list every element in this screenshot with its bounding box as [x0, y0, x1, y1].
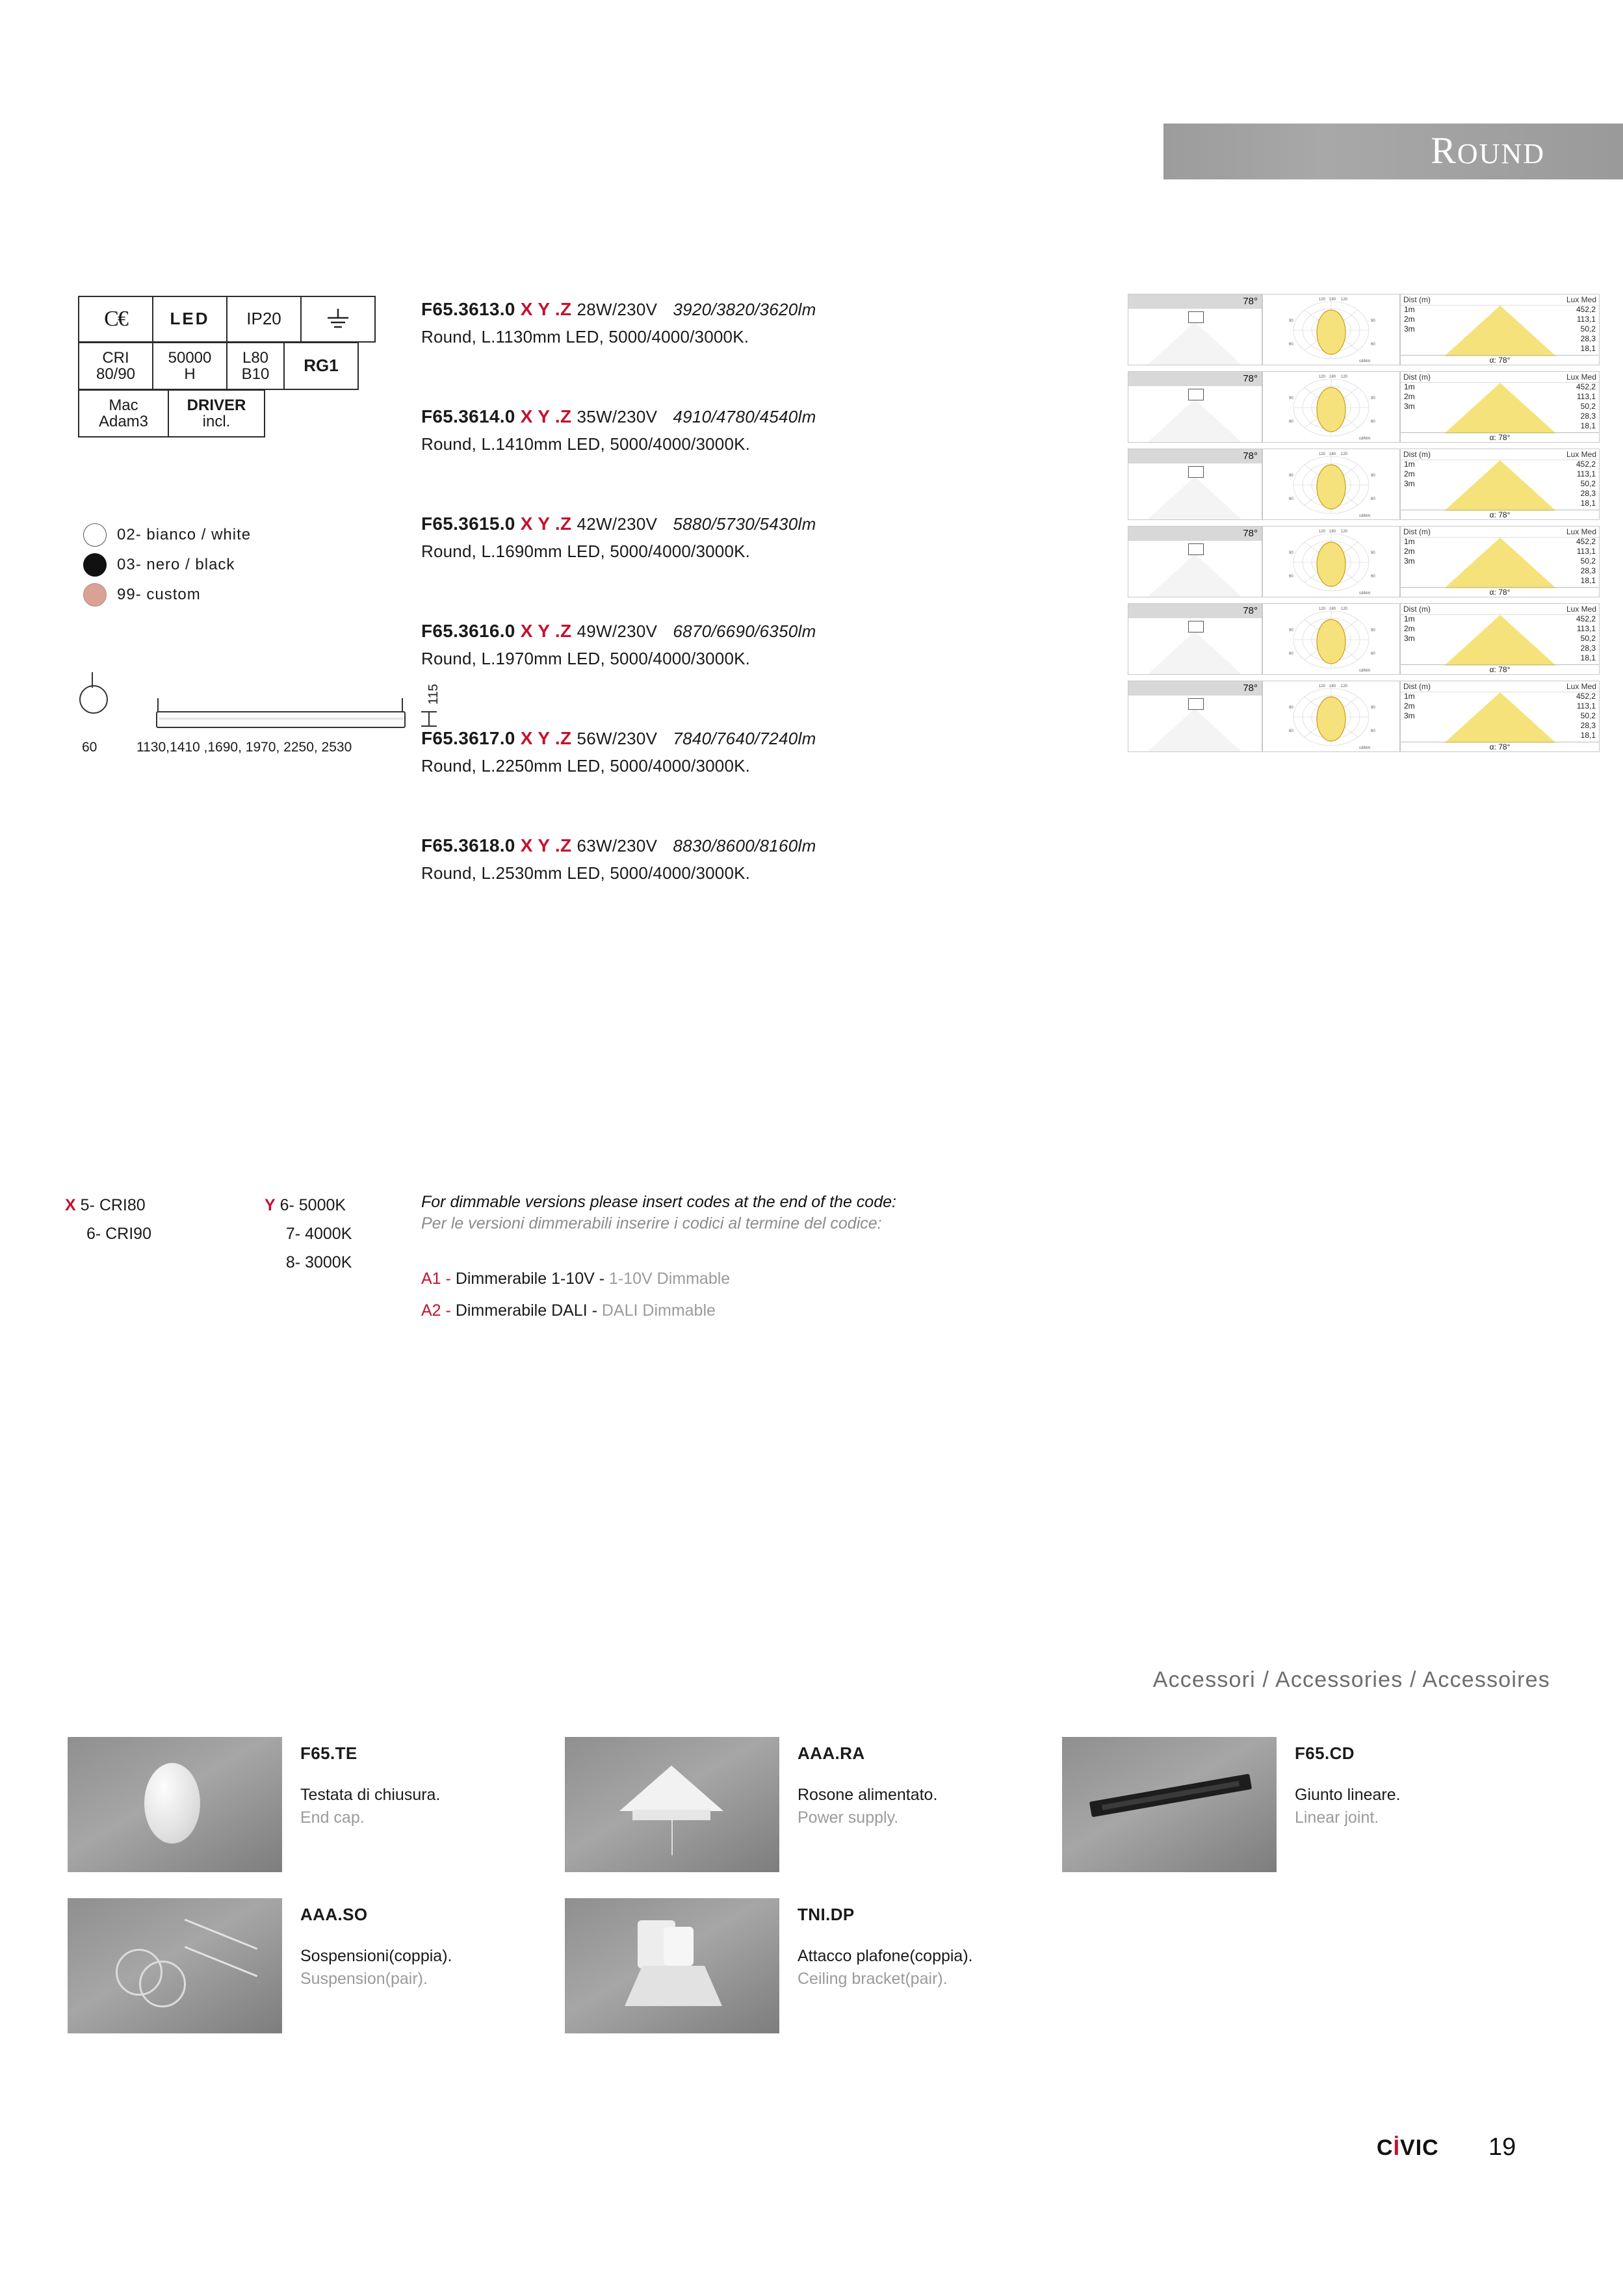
svg-text:180: 180	[1329, 298, 1336, 302]
illuminance-table	[1400, 449, 1600, 520]
svg-text:120: 120	[1341, 685, 1348, 688]
beam-angle-footer: α: 78°	[1401, 510, 1599, 519]
product-lumen: 4910/4780/4540lm	[673, 407, 816, 426]
dimmable-note-en: For dimmable versions please insert codes at the end of the code:	[421, 1193, 896, 1211]
lux-header: Lux Med	[1566, 527, 1596, 536]
svg-text:180: 180	[1329, 452, 1336, 456]
product-item	[421, 296, 1097, 347]
product-variant-keys: X Y .Z	[520, 514, 572, 534]
polar-diagram	[1262, 294, 1400, 365]
illuminance-row: 4m 28,3	[1404, 566, 1596, 575]
dist-header: Dist (m)	[1403, 450, 1431, 459]
accessory-code: TNI.DP	[798, 1905, 855, 1924]
legend-x-key: X	[65, 1196, 76, 1214]
symbol-row-2	[78, 342, 374, 390]
luminaire-icon	[1188, 621, 1204, 633]
color-option-white: 02- bianco / white	[83, 520, 251, 550]
illuminance-row: 5m 18,1	[1404, 421, 1596, 430]
dim-tick-left	[157, 698, 159, 711]
svg-text:60: 60	[1371, 652, 1375, 656]
accessory-label-en: Ceiling bracket(pair).	[798, 1970, 948, 1988]
svg-text:90: 90	[1289, 319, 1293, 323]
illuminance-row: 4m 28,3	[1404, 489, 1596, 498]
illuminance-row: 3m 50,2	[1404, 479, 1596, 488]
dim-length-label: 1130,1410 ,1690, 1970, 2250, 2530	[136, 740, 352, 755]
svg-text:60: 60	[1371, 729, 1375, 733]
beam-angle-footer: α: 78°	[1401, 432, 1599, 442]
svg-text:90: 90	[1289, 474, 1293, 478]
illuminance-table	[1400, 371, 1600, 443]
illuminance-table	[1400, 526, 1600, 597]
product-code-line	[421, 510, 1097, 538]
illuminance-row: 1m 452,2	[1404, 382, 1596, 391]
beam-angle-label: 78°	[1243, 683, 1258, 694]
dimmable-label-it: Dimmerabile DALI -	[455, 1301, 597, 1320]
svg-text:60: 60	[1371, 575, 1375, 579]
svg-text:60: 60	[1371, 420, 1375, 424]
driver-included-icon: DRIVER incl.	[168, 389, 265, 437]
svg-text:cd/klm: cd/klm	[1359, 669, 1371, 673]
accessory-label-it: Testata di chiusura.	[300, 1786, 441, 1804]
svg-text:90: 90	[1371, 474, 1375, 478]
illuminance-row: 2m 113,1	[1404, 392, 1596, 401]
product-description: Round, L.1690mm LED, 5000/4000/3000K.	[421, 541, 751, 561]
legend-x-option: 6- CRI90	[86, 1225, 151, 1243]
dimmable-note	[421, 1193, 1136, 1333]
product-code-line	[421, 403, 1097, 430]
led-icon: LED	[152, 296, 227, 343]
ip20-icon: IP20	[226, 296, 302, 343]
illuminance-row: 5m 18,1	[1404, 344, 1596, 353]
product-lumen: 7840/7640/7240lm	[673, 729, 816, 748]
accessory-item-empty	[1062, 1898, 1559, 2033]
accessory-image-rosone	[565, 1737, 779, 1872]
dist-header: Dist (m)	[1403, 605, 1431, 614]
accessory-item	[68, 1898, 565, 2033]
svg-text:90: 90	[1371, 319, 1375, 323]
lux-header: Lux Med	[1566, 450, 1596, 459]
illuminance-row: 1m 452,2	[1404, 305, 1596, 314]
product-variant-keys: X Y .Z	[520, 299, 572, 319]
svg-text:90: 90	[1289, 551, 1293, 555]
beam-cone-shape	[1148, 322, 1241, 365]
luminaire-diagram	[1128, 681, 1262, 752]
dimmable-label-it: Dimmerabile 1-10V -	[455, 1270, 605, 1288]
illuminance-row: 2m 113,1	[1404, 624, 1596, 633]
product-code: F65.3616.0	[421, 621, 515, 641]
svg-text:cd/klm: cd/klm	[1359, 359, 1371, 363]
product-item	[421, 618, 1097, 669]
dimmable-label-en: DALI Dimmable	[601, 1301, 716, 1320]
svg-text:90: 90	[1371, 397, 1375, 400]
page-number: 19	[1488, 2133, 1516, 2161]
svg-text:90: 90	[1371, 551, 1375, 555]
product-lumen: 8830/8600/8160lm	[673, 836, 816, 855]
accessory-image-joint	[1062, 1737, 1277, 1872]
svg-text:90: 90	[1371, 706, 1375, 710]
product-code-line	[421, 832, 1097, 859]
illuminance-row: 5m 18,1	[1404, 576, 1596, 585]
legend-y	[265, 1196, 395, 1282]
beam-cone-shape	[1148, 554, 1241, 597]
svg-text:120: 120	[1319, 298, 1326, 302]
svg-text:cd/klm: cd/klm	[1359, 514, 1371, 518]
accessory-label-en: Suspension(pair).	[300, 1970, 428, 1988]
illuminance-table	[1400, 294, 1600, 365]
dimmable-note-it: Per le versioni dimmerabili inserire i codici al termine del codice:	[421, 1214, 882, 1233]
swatch-black-icon	[83, 553, 107, 577]
accessory-label-en: Linear joint.	[1295, 1808, 1379, 1827]
illuminance-row: 1m 452,2	[1404, 460, 1596, 469]
photometric-grid	[1128, 294, 1609, 758]
swatch-custom-icon	[83, 583, 107, 607]
accessory-label-it: Rosone alimentato.	[798, 1786, 938, 1804]
product-power: 63W/230V	[577, 836, 658, 855]
illuminance-row: 1m 452,2	[1404, 692, 1596, 701]
accessory-image-bracket	[565, 1898, 779, 2033]
svg-text:120: 120	[1341, 375, 1348, 379]
luminaire-icon	[1188, 311, 1204, 323]
svg-text:60: 60	[1289, 575, 1293, 579]
svg-text:60: 60	[1289, 729, 1293, 733]
svg-text:cd/klm: cd/klm	[1359, 592, 1371, 595]
beam-angle-label: 78°	[1243, 450, 1258, 462]
illuminance-row: 3m 50,2	[1404, 324, 1596, 333]
luminaire-diagram	[1128, 449, 1262, 520]
product-power: 56W/230V	[577, 729, 658, 748]
illuminance-row: 2m 113,1	[1404, 469, 1596, 478]
luminaire-icon	[1188, 466, 1204, 478]
dimmable-code: A2 -	[421, 1301, 451, 1320]
svg-text:90: 90	[1371, 629, 1375, 633]
svg-text:180: 180	[1329, 530, 1336, 534]
product-description: Round, L.1410mm LED, 5000/4000/3000K.	[421, 434, 751, 454]
page-title-initial: R	[1431, 129, 1457, 172]
illuminance-row: 5m 18,1	[1404, 731, 1596, 740]
legend-x	[65, 1196, 260, 1253]
polar-curve-svg	[1263, 527, 1399, 597]
accessory-code: F65.CD	[1295, 1743, 1355, 1763]
svg-text:120: 120	[1319, 607, 1326, 611]
legend-y-option: 8- 3000K	[285, 1253, 352, 1272]
legend-y-key: Y	[264, 1196, 276, 1214]
illuminance-row: 2m 113,1	[1404, 315, 1596, 324]
photometric-row	[1128, 603, 1609, 675]
swatch-white-icon	[83, 523, 107, 547]
polar-diagram	[1262, 371, 1400, 443]
product-power: 42W/230V	[577, 514, 658, 534]
code-legend	[65, 1196, 395, 1282]
accessories-row	[68, 1737, 1563, 1872]
color-option-black: 03- nero / black	[83, 550, 251, 580]
product-variant-keys: X Y .Z	[520, 728, 572, 748]
lux-header: Lux Med	[1566, 682, 1596, 691]
symbol-row-3	[78, 389, 374, 437]
mac-adam-icon: Mac Adam3	[78, 389, 169, 437]
dist-header: Dist (m)	[1403, 295, 1431, 304]
product-lumen: 6870/6690/6350lm	[673, 621, 816, 641]
dim-height-label: 115	[426, 684, 441, 705]
product-code: F65.3615.0	[421, 514, 515, 534]
illuminance-row: 3m 50,2	[1404, 556, 1596, 566]
accessory-item	[1062, 1737, 1559, 1872]
accessory-item	[565, 1898, 1062, 2033]
polar-curve-svg	[1263, 372, 1399, 443]
accessories-grid	[68, 1737, 1563, 2059]
beam-angle-label: 78°	[1243, 296, 1258, 307]
dist-header: Dist (m)	[1403, 527, 1431, 536]
beam-cone-shape	[1148, 399, 1241, 442]
beam-cone-shape	[1148, 709, 1241, 751]
legend-y-option: 7- 4000K	[285, 1225, 352, 1243]
color-option-custom: 99- custom	[83, 580, 251, 610]
lux-header: Lux Med	[1566, 372, 1596, 382]
product-description: Round, L.1130mm LED, 5000/4000/3000K.	[421, 327, 749, 346]
product-item	[421, 832, 1097, 883]
polar-diagram	[1262, 603, 1400, 675]
svg-text:60: 60	[1371, 497, 1375, 501]
ce-mark-icon: C€	[78, 296, 153, 343]
dimmable-label-en: 1-10V Dimmable	[609, 1270, 731, 1288]
polar-curve-svg	[1263, 604, 1399, 675]
beam-angle-footer: α: 78°	[1401, 742, 1599, 751]
accessories-title: Accessori / Accessories / Accessoires	[1152, 1667, 1550, 1692]
svg-text:90: 90	[1289, 397, 1293, 400]
dimmable-option	[421, 1270, 1136, 1288]
beam-angle-footer: α: 78°	[1401, 587, 1599, 597]
svg-text:90: 90	[1289, 629, 1293, 633]
luminaire-icon	[1188, 698, 1204, 710]
illuminance-row: 4m 28,3	[1404, 644, 1596, 653]
profile-side-view	[156, 711, 406, 728]
polar-curve-svg	[1263, 449, 1399, 520]
product-item	[421, 403, 1097, 454]
beam-angle-footer: α: 78°	[1401, 355, 1599, 365]
product-variant-keys: X Y .Z	[520, 835, 572, 855]
luminaire-diagram	[1128, 526, 1262, 597]
illuminance-row: 4m 28,3	[1404, 334, 1596, 343]
product-code: F65.3613.0	[421, 299, 515, 319]
product-list	[421, 296, 1097, 939]
accessory-label-it: Giunto lineare.	[1295, 1786, 1401, 1804]
accessory-label-it: Attacco plafone(coppia).	[798, 1947, 973, 1965]
product-description: Round, L.2250mm LED, 5000/4000/3000K.	[421, 756, 751, 776]
svg-text:120: 120	[1319, 375, 1326, 379]
dimmable-options	[421, 1270, 1136, 1320]
profile-led-strip	[159, 718, 403, 720]
luminaire-diagram	[1128, 371, 1262, 443]
earth-class-icon	[300, 296, 376, 343]
page-title	[1431, 129, 1545, 172]
lux-header: Lux Med	[1566, 605, 1596, 614]
cri-icon: CRI 80/90	[78, 342, 153, 390]
product-code-line	[421, 296, 1097, 323]
illuminance-row: 3m 50,2	[1404, 402, 1596, 411]
illuminance-row: 3m 50,2	[1404, 711, 1596, 720]
symbol-block	[78, 296, 374, 437]
polar-curve-svg	[1263, 681, 1399, 752]
product-code: F65.3614.0	[421, 406, 515, 426]
dist-header: Dist (m)	[1403, 682, 1431, 691]
svg-text:60: 60	[1289, 652, 1293, 656]
svg-text:60: 60	[1289, 420, 1293, 424]
illuminance-row: 5m 18,1	[1404, 653, 1596, 662]
accessory-image-suspension	[68, 1898, 282, 2033]
illuminance-row: 4m 28,3	[1404, 411, 1596, 421]
beam-angle-label: 78°	[1243, 605, 1258, 616]
product-lumen: 3920/3820/3620lm	[673, 300, 816, 319]
accessory-code: AAA.SO	[300, 1905, 368, 1924]
photometric-row	[1128, 371, 1609, 443]
dimension-drawing	[39, 670, 441, 761]
accessory-label-en: End cap.	[300, 1808, 365, 1827]
beam-angle-footer: α: 78°	[1401, 664, 1599, 674]
beam-cone-shape	[1148, 476, 1241, 519]
luminaire-icon	[1188, 543, 1204, 555]
illuminance-row: 2m 113,1	[1404, 701, 1596, 711]
product-description: Round, L.1970mm LED, 5000/4000/3000K.	[421, 649, 751, 668]
svg-text:120: 120	[1319, 685, 1326, 688]
brand-logo: CİVIC	[1377, 2135, 1439, 2160]
dist-header: Dist (m)	[1403, 372, 1431, 382]
accessory-item	[565, 1737, 1062, 1872]
accessory-code: AAA.RA	[798, 1743, 865, 1763]
legend-y-option: 6- 5000K	[279, 1196, 346, 1214]
illuminance-row: 4m 28,3	[1404, 721, 1596, 730]
symbol-row-1	[78, 296, 374, 343]
accessory-item	[68, 1737, 565, 1872]
product-code-line	[421, 618, 1097, 645]
illuminance-table	[1400, 603, 1600, 675]
luminaire-diagram	[1128, 294, 1262, 365]
accessory-image-endcap	[68, 1737, 282, 1872]
legend-x-option: 5- CRI80	[80, 1196, 146, 1214]
rg1-icon: RG1	[283, 342, 359, 390]
svg-text:180: 180	[1329, 375, 1336, 379]
dim-tick-right	[402, 698, 403, 711]
polar-diagram	[1262, 449, 1400, 520]
product-code: F65.3618.0	[421, 835, 515, 855]
illuminance-row: 1m 452,2	[1404, 614, 1596, 623]
svg-text:120: 120	[1341, 298, 1348, 302]
svg-text:60: 60	[1289, 343, 1293, 346]
svg-text:cd/klm: cd/klm	[1359, 437, 1371, 441]
product-power: 28W/230V	[577, 300, 658, 319]
luminaire-icon	[1188, 389, 1204, 400]
dimmable-option	[421, 1301, 1136, 1320]
polar-diagram	[1262, 681, 1400, 752]
accessory-code: F65.TE	[300, 1743, 357, 1763]
header-band	[1163, 124, 1623, 179]
product-item	[421, 510, 1097, 562]
illuminance-table	[1400, 681, 1600, 752]
beam-angle-label: 78°	[1243, 528, 1258, 539]
beam-cone-shape	[1148, 631, 1241, 674]
svg-text:120: 120	[1341, 452, 1348, 456]
svg-text:120: 120	[1319, 452, 1326, 456]
product-code-line	[421, 725, 1097, 752]
page-title-rest: OUND	[1457, 138, 1545, 170]
product-power: 35W/230V	[577, 407, 658, 426]
polar-diagram	[1262, 526, 1400, 597]
svg-text:cd/klm: cd/klm	[1359, 746, 1371, 750]
product-power: 49W/230V	[577, 621, 658, 641]
illuminance-row: 2m 113,1	[1404, 547, 1596, 556]
svg-text:180: 180	[1329, 607, 1336, 611]
photometric-row	[1128, 526, 1609, 597]
illuminance-row: 3m 50,2	[1404, 634, 1596, 643]
accessory-label-en: Power supply.	[798, 1808, 899, 1827]
product-description: Round, L.2530mm LED, 5000/4000/3000K.	[421, 863, 751, 883]
dimmable-code: A1 -	[421, 1270, 451, 1288]
product-variant-keys: X Y .Z	[520, 406, 572, 426]
svg-text:180: 180	[1329, 685, 1336, 688]
dim-diameter-label: 60	[82, 740, 97, 755]
svg-text:120: 120	[1341, 607, 1348, 611]
svg-text:90: 90	[1289, 706, 1293, 710]
product-item	[421, 725, 1097, 776]
illuminance-row: 1m 452,2	[1404, 537, 1596, 546]
luminaire-diagram	[1128, 603, 1262, 675]
lux-header: Lux Med	[1566, 295, 1596, 304]
photometric-row	[1128, 294, 1609, 365]
color-options	[83, 520, 251, 610]
polar-curve-svg	[1263, 294, 1399, 365]
illuminance-row: 5m 18,1	[1404, 499, 1596, 508]
accessory-label-it: Sospensioni(coppia).	[300, 1947, 452, 1965]
l80-b10-icon: L80 B10	[226, 342, 285, 390]
svg-text:120: 120	[1319, 530, 1326, 534]
svg-text:120: 120	[1341, 530, 1348, 534]
product-variant-keys: X Y .Z	[520, 621, 572, 641]
product-lumen: 5880/5730/5430lm	[673, 514, 816, 534]
svg-text:60: 60	[1371, 343, 1375, 346]
lifetime-hours-icon: 50000 H	[152, 342, 227, 390]
product-code: F65.3617.0	[421, 728, 515, 748]
photometric-row	[1128, 681, 1609, 752]
svg-text:60: 60	[1289, 497, 1293, 501]
accessories-row	[68, 1898, 1563, 2033]
profile-section-circle	[79, 685, 108, 714]
beam-angle-label: 78°	[1243, 373, 1258, 384]
earth-symbol-svg	[324, 306, 352, 332]
photometric-row	[1128, 449, 1609, 520]
